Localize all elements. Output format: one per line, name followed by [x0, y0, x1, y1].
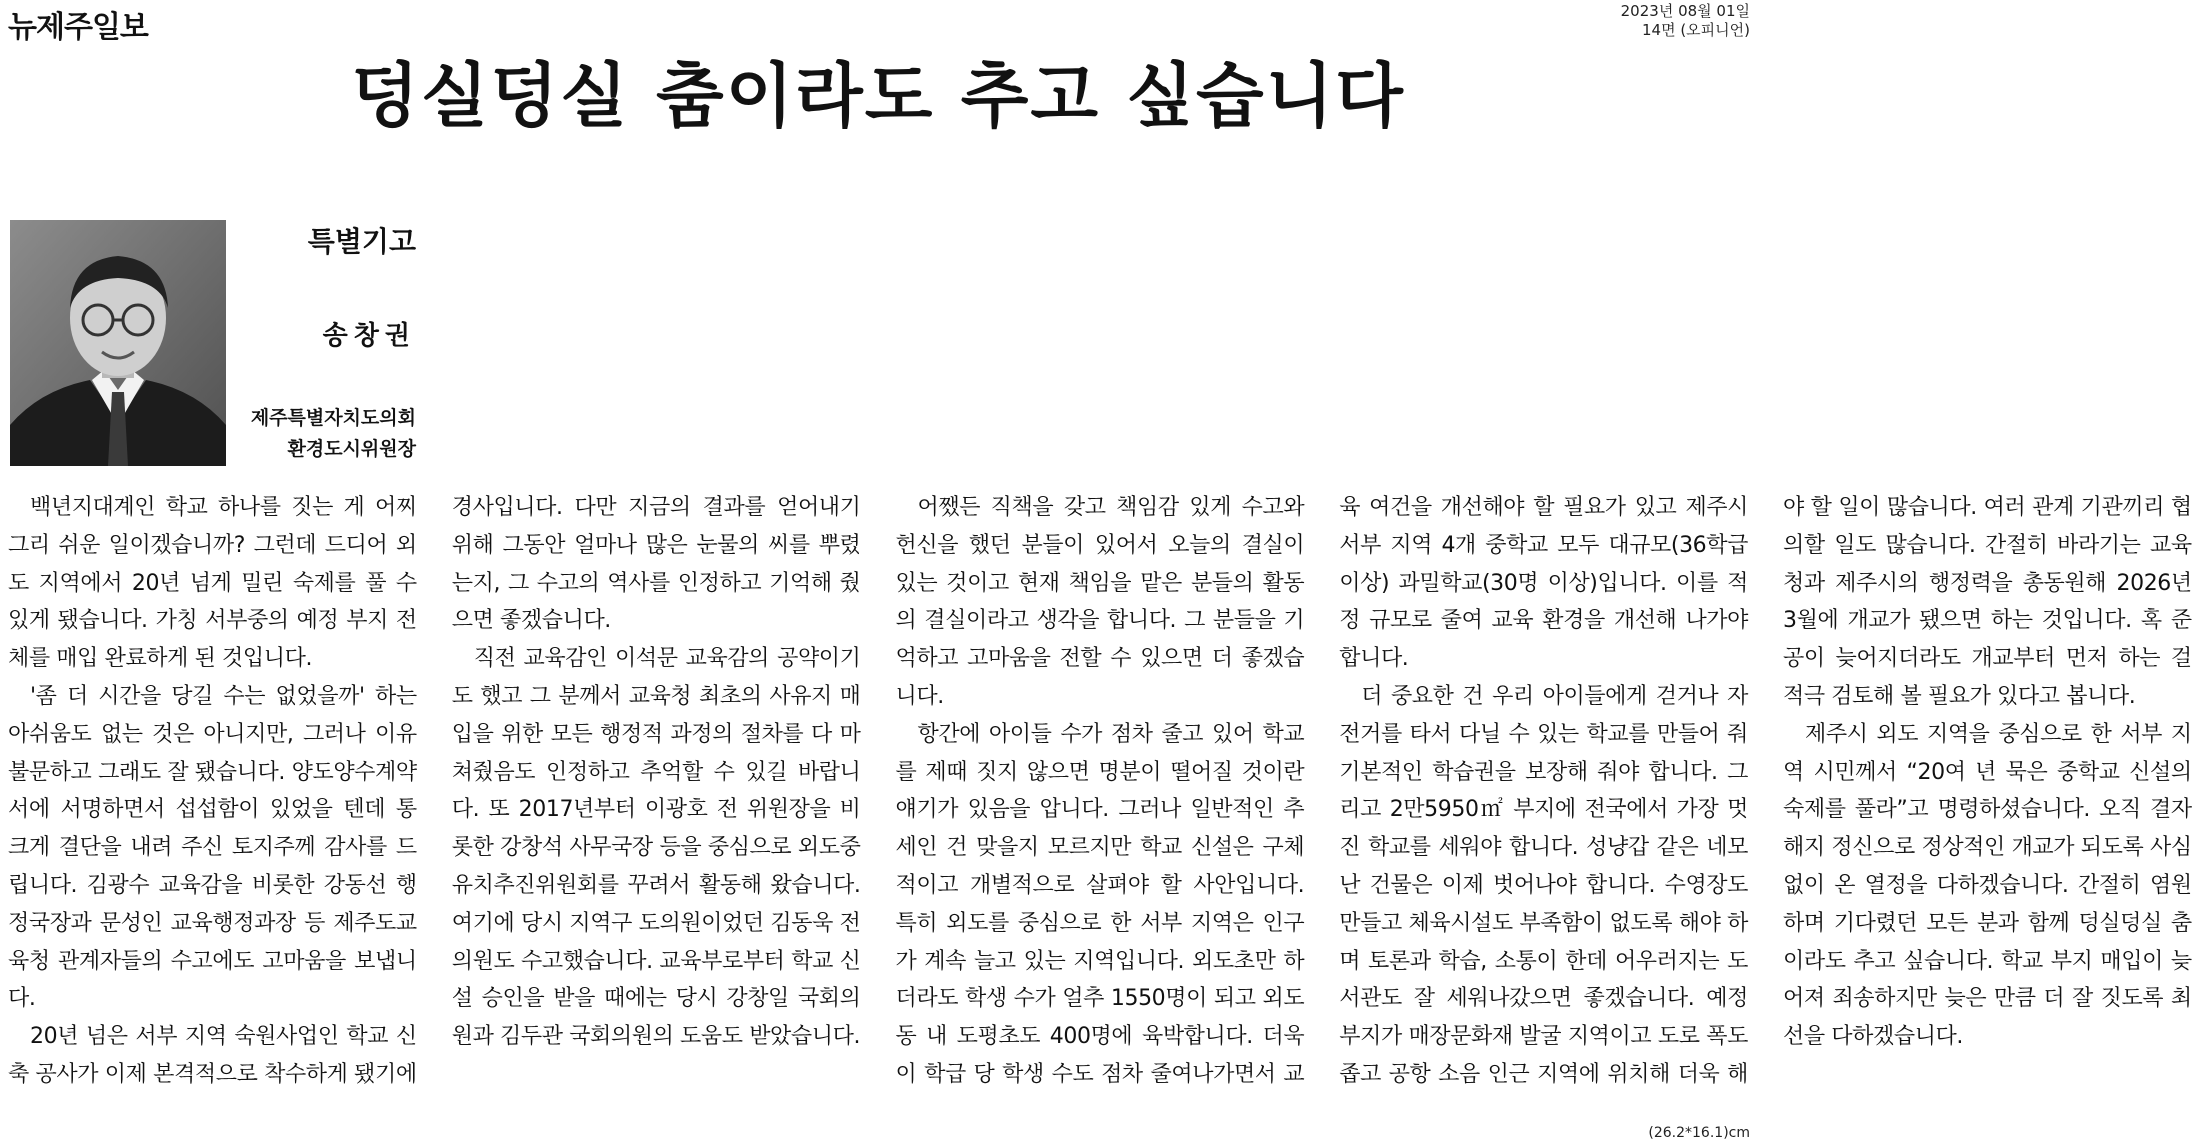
- article-headline: 덩실덩실 춤이라도 추고 싶습니다: [351, 55, 1405, 137]
- publication-date: 2023년 08월 01일: [1620, 2, 1750, 20]
- article-paragraph: 제주시 외도 지역을 중심으로 한 서부 지역 시민께서 “20여 년 묵은 중학교 신설의 숙제를 풀라”고 명령하셨습니다. 오직 결자해지 정신으로 정상적인 개교가 되도록 사심 없이 온 열정을 다하겠습니다. 간절히 염원하며 기다렸던 모든 분과 함께 덩실덩실 춤이라도 추고 싶습니다. 학교 부지 매입이 늦어져 죄송하지만 늦은 만큼 더 잘 짓도록 최선을 다하겠습니다.: [1783, 721, 2192, 1050]
- author-name: 송창권: [322, 321, 416, 351]
- page-section: 14면 (오피니언): [1641, 21, 1750, 39]
- author-portrait-photo: [10, 220, 226, 466]
- article-paragraph: 백년지대계인 학교 하나를 짓는 게 어찌 그리 쉬운 일이겠습니까? 그런데 드디어 외도 지역에서 20년 넘게 밀린 숙제를 풀 수 있게 됐습니다. 가칭 서부중의 예정 부지 전체를 매입 완료하게 된 것입니다.: [8, 495, 417, 672]
- newspaper-masthead: 뉴제주일보: [8, 10, 148, 45]
- author-affiliation: [251, 403, 416, 465]
- article-body: [8, 489, 2192, 1119]
- article-paragraph: '좀 더 시간을 당길 수는 없었을까' 하는 아쉬움도 없는 것은 아니지만, 그러나 이유 불문하고 그래도 잘 됐습니다. 양도양수계약서에 서명하면서 섭섭함이 있었을 텐데 통 크게 결단을 내려 주신 토지주께 감사를 드립니다. 김광수 교육감을 비롯한 강동선 행정국장과 문성인 교육행정과장 등 제주도교육청 관계자들의 수고에도 고마움을 보냅니다.: [8, 683, 417, 1012]
- article-paragraph: 어쨌든 직책을 갖고 책임감 있게 수고와 헌신을 했던 분들이 있어서 오늘의 결실이 있는 것이고 현재 책임을 맡은 분들의 활동의 결실이라고 생각을 합니다. 그 분들을 기억하고 고마움을 전할 수 있으면 더 좋겠습니다.: [895, 495, 1305, 709]
- publication-info: [1621, 2, 1750, 40]
- affiliation-line-1: 제주특별자치도의회: [250, 407, 416, 429]
- article-paragraph: 항간에 아이들 수가 점차 줄고 있어 학교를 제때 짓지 않으면 명분이 떨어질 것이란 얘기가 있음을 압니다. 그러나 일반적인 추세인 건 맞을지 모르지만 학교 신설은 구체적이고 개별적으로 살펴야 할 사안입니다. 특히 외도를 중심으로 한 서부 지역은 인구가 계속 늘고 있는 지역입니다. 외도초만 하더라도 학생 수가 얼추 1550명이 되고 외도동 내 도평초도 400명에 육박합니다. 더욱이 학급 당 학생 수도 점차 줄여나가면서 교육 여건을 개선해야 할 필요가 있고 제주시 서부 지역 4개 중학교 모두 대규모(36학급 이상) 과밀학교(30명 이상)입니다. 이를 적정 규모로 줄여 교육 환경을 개선해 나가야 합니다.: [895, 495, 1748, 1087]
- article-paragraph: 더 중요한 건 우리 아이들에게 걷거나 자전거를 타서 다닐 수 있는 학교를 만들어 줘 기본적인 학습권을 보장해 줘야 합니다. 그리고 2만5950㎡ 부지에 전국에서 가장 멋진 학교를 세워야 합니다. 성냥갑 같은 네모난 건물은 이제 벗어나야 합니다. 수영장도 만들고 체육시설도 부족함이 없도록 해야 하며 토론과 학습, 소통이 한데 어우러지는 도서관도 잘 세워나갔으면 좋겠습니다. 예정 부지가 매장문화재 발굴 지역이고 도로 폭도 좁고 공항 소음 인근 지역에 위치해 더욱 해야 할 일이 많습니다. 여러 관계 기관끼리 협의할 일도 많습니다. 간절히 바라기는 교육청과 제주시의 행정력을 총동원해 2026년 3월에 개교가 됐으면 하는 것입니다. 혹 준공이 늦어지더라도 개교부터 먼저 하는 걸 적극 검토해 볼 필요가 있다고 봅니다.: [1339, 495, 2192, 1087]
- column-section-label: 특별기고: [307, 225, 416, 258]
- article-paragraph: 20년 넘은 서부 지역 숙원사업인 학교 신축 공사가 이제 본격적으로 착수하게 됐기에 경사입니다. 다만 지금의 결과를 얻어내기 위해 그동안 얼마나 많은 눈물의 씨를 뿌렸는지, 그 수고의 역사를 인정하고 기억해 줬으면 좋겠습니다.: [8, 495, 861, 1087]
- clipping-size-note: (26.2*16.1)cm: [1648, 1125, 1750, 1141]
- article-paragraph: 직전 교육감인 이석문 교육감의 공약이기도 했고 그 분께서 교육청 최초의 사유지 매입을 위한 모든 행정적 과정의 절차를 다 마쳐줬음도 인정하고 추억할 수 있길 바랍니다. 또 2017년부터 이광호 전 위원장을 비롯한 강창석 사무국장 등을 중심으로 외도중 유치추진위원회를 꾸려서 활동해 왔습니다. 여기에 당시 지역구 도의원이었던 김동욱 전 의원도 수고했습니다. 교육부로부터 학교 신설 승인을 받을 때에는 당시 강창일 국회의원과 김두관 국회의원의 도움도 받았습니다.: [451, 646, 861, 1050]
- affiliation-line-2: 환경도시위원장: [287, 438, 416, 460]
